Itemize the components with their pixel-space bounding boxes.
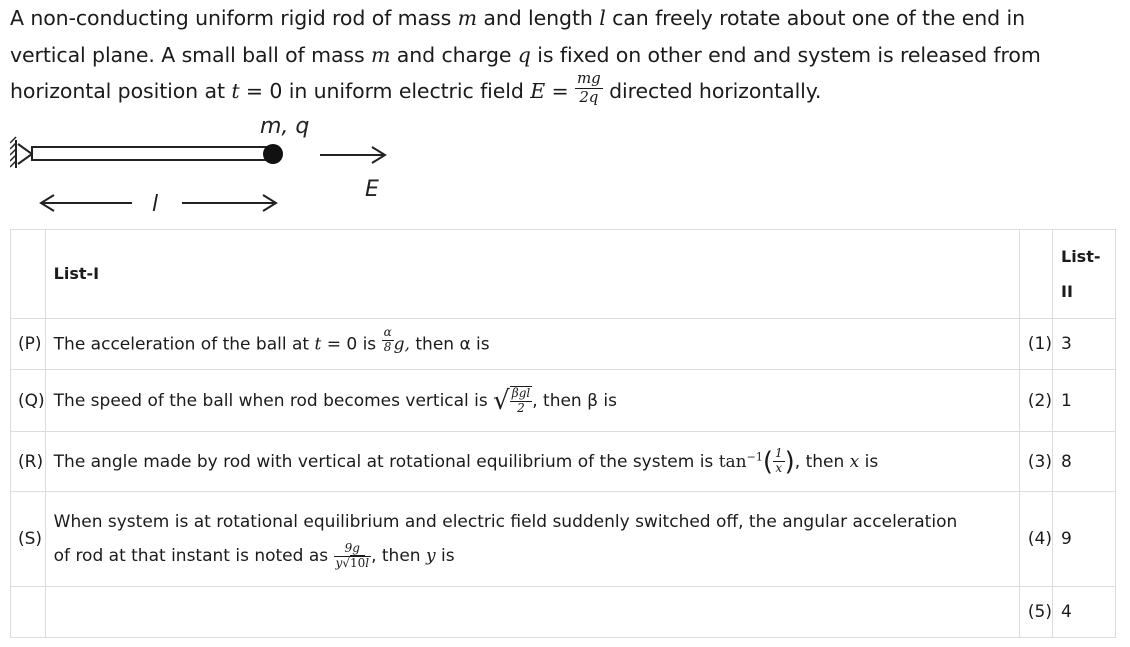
option-label: (1): [1019, 319, 1052, 370]
item-text-line: [54, 539, 1011, 573]
option-value: 8: [1053, 432, 1116, 492]
field-arrow-icon: [320, 147, 385, 163]
math-var: m: [371, 42, 391, 67]
list1-header-cell: [45, 230, 1019, 319]
field-equation-lhs: E =: [530, 79, 569, 103]
radicand: 10: [349, 555, 366, 570]
option-label: (3): [1019, 432, 1052, 492]
problem-text: and length: [483, 6, 593, 30]
row-label: (S): [11, 492, 46, 587]
item-text: , then: [371, 546, 421, 566]
list1-item: [45, 432, 1019, 492]
option-value: 3: [1053, 319, 1116, 370]
fraction-denominator: x: [775, 461, 783, 475]
table-cell: [1019, 230, 1052, 319]
option-label: (2): [1019, 370, 1052, 432]
math-var: l: [599, 6, 606, 30]
list2-header-cell: [1053, 230, 1116, 319]
list1-item: [45, 319, 1019, 370]
table-row: [11, 587, 1116, 638]
field-label: E: [365, 177, 379, 202]
radicand: [510, 386, 532, 416]
row-label: (P): [11, 319, 46, 370]
paren-close-icon: ): [784, 446, 795, 477]
row-label: (R): [11, 432, 46, 492]
item-text: The angle made by rod with vertical at rotational equilibrium of the system is: [53, 451, 714, 472]
paren-open-icon: (: [762, 446, 773, 477]
math-var: t: [231, 79, 240, 103]
table-row: [11, 370, 1116, 432]
fraction-numerator: α: [383, 324, 392, 339]
problem-text: can freely rotate about one of the end in: [612, 6, 1026, 30]
item-text: = 0 is: [326, 334, 377, 354]
fraction-denominator: 2q: [579, 87, 599, 106]
item-text: The speed of the ball when rod becomes vertical is: [53, 390, 488, 411]
problem-text: and charge: [396, 42, 512, 67]
problem-text: = 0 in uniform electric field: [245, 79, 524, 103]
table-row: [11, 319, 1116, 370]
math-var: g,: [393, 334, 410, 354]
list1-header: List-I: [53, 264, 100, 283]
fraction-denominator: 8: [383, 339, 392, 354]
problem-text: is fixed on other end and system is released from: [537, 42, 1041, 67]
radical-sign-icon: √: [493, 385, 510, 416]
item-text: then α is: [415, 334, 490, 354]
fraction-denominator: 2: [517, 400, 525, 415]
fraction-numerator: 1: [774, 446, 783, 461]
fraction-numerator: 9g: [334, 542, 372, 557]
fraction: [510, 387, 532, 416]
math-function: tan: [718, 451, 747, 472]
list1-item: [45, 587, 1019, 638]
table-header-row: [11, 230, 1116, 319]
math-var: l: [365, 555, 370, 570]
fraction: [773, 447, 785, 476]
table-row: [11, 432, 1116, 492]
option-label: (4): [1019, 492, 1052, 587]
problem-text: A non-conducting uniform rigid rod of mass: [10, 6, 452, 30]
item-text: When system is at rotational equilibrium and electric field suddenly switched off, the angular acceleration: [53, 512, 958, 532]
fraction: [382, 326, 394, 355]
problem-text: horizontal position at: [10, 79, 225, 103]
table-cell: [11, 230, 46, 319]
length-dimension-arrow-icon: [41, 195, 276, 211]
charged-ball: [263, 144, 283, 164]
option-label: (5): [1019, 587, 1052, 638]
math-superscript: −1: [746, 449, 763, 463]
problem-text: vertical plane. A small ball of mass: [10, 42, 365, 67]
item-text: , then: [794, 451, 845, 472]
math-var: y: [335, 555, 343, 570]
problem-line-1: [10, 0, 1125, 37]
option-value: 1: [1053, 370, 1116, 432]
list2-header: List-: [1061, 247, 1101, 266]
table-row: [11, 492, 1116, 587]
math-var: m: [457, 6, 477, 30]
item-text: is: [440, 546, 455, 566]
item-text: The acceleration of the ball at: [53, 334, 310, 354]
item-text: is: [864, 451, 879, 472]
problem-text: directed horizontally.: [609, 79, 822, 103]
math-var: q: [517, 42, 531, 67]
problem-line-3: [10, 69, 1125, 110]
rod-diagram: [10, 110, 410, 220]
math-var: y: [425, 546, 436, 566]
item-text: , then β is: [532, 390, 617, 411]
option-value: 4: [1053, 587, 1116, 638]
problem-statement: [10, 0, 1125, 110]
matching-table: [10, 229, 1116, 638]
option-value: 9: [1053, 492, 1116, 587]
list1-item: [45, 370, 1019, 432]
row-label: [11, 587, 46, 638]
length-label: l: [152, 192, 159, 217]
fraction-numerator: mg: [577, 69, 601, 88]
list2-header: II: [1061, 282, 1073, 301]
row-label: (Q): [11, 370, 46, 432]
hinge-pivot-icon: [10, 137, 32, 168]
fraction-denominator: y√10l: [335, 555, 370, 570]
square-root: [493, 386, 532, 416]
rod: [32, 147, 272, 160]
fraction: [334, 542, 372, 571]
math-var: x: [849, 451, 860, 472]
problem-line-2: [10, 37, 1125, 74]
item-text: of rod at that instant is noted as: [53, 546, 329, 566]
math-var: t: [314, 334, 322, 354]
fraction-numerator: βgl: [511, 385, 531, 400]
mass-charge-label: m, q: [260, 114, 310, 139]
list1-item: [45, 492, 1019, 587]
field-fraction: [575, 70, 603, 106]
